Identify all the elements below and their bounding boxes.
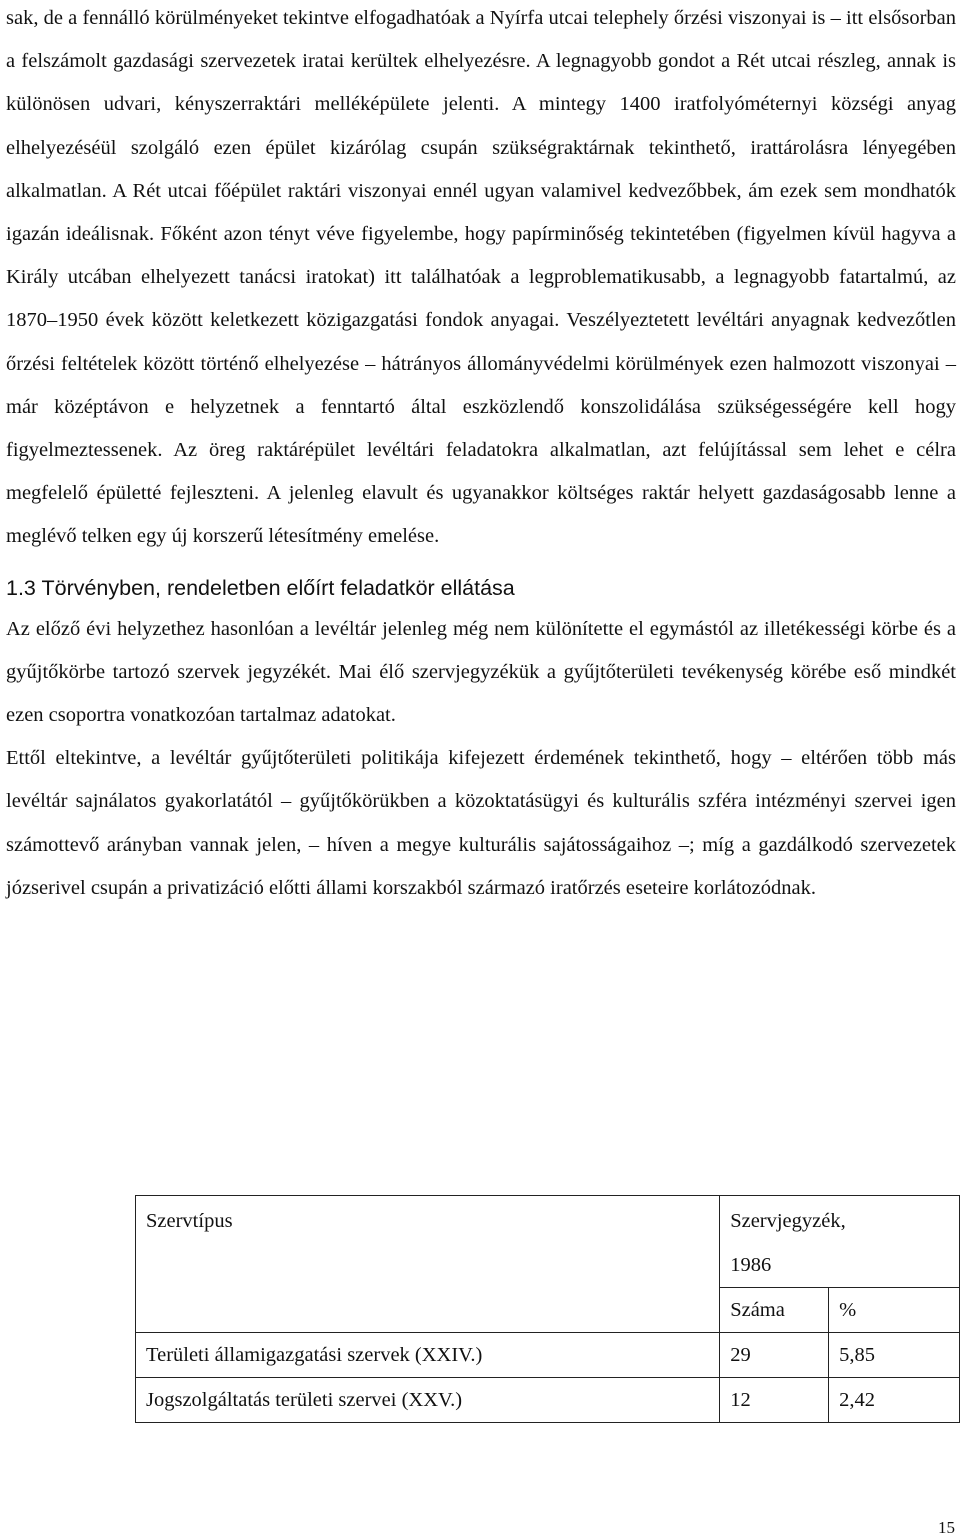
table-row <box>136 1333 960 1378</box>
body-paragraph: Ettől eltekintve, a levéltár gyűjtőterületi politikája kifejezett érdemének tekinthető, hogy – eltérően több más levéltár sajnálatos gyakorlatától – gyűjtőkörükben a közoktatásügyi és kulturális szféra intézményi szervei igen számottevő arányban vannak jelen, – híven a megye kulturális sajátosságaihoz –; míg a gazdálkodó szervezetek józserivel csupán a privatizáció előtti állami korszakból származó iratőrzés eseteire korlátozódnak. <box>6 747 956 899</box>
header-year-label: 1986 <box>730 1254 772 1276</box>
cell-type: Területi államigazgatási szervek (XXIV.) <box>136 1333 720 1378</box>
header-type-label: Szervtípus <box>146 1210 233 1232</box>
header-cell-percent <box>829 1288 960 1333</box>
cell-percent: 5,85 <box>829 1333 960 1378</box>
cell-count: 29 <box>720 1333 829 1378</box>
cell-type: Jogszolgáltatás területi szervei (XXV.) <box>136 1378 720 1423</box>
table-header-row <box>136 1196 960 1288</box>
page-number: 15 <box>938 1518 955 1537</box>
header-percent-label: % <box>839 1299 857 1321</box>
statistics-table <box>135 1195 960 1423</box>
header-cell-count <box>720 1288 829 1333</box>
body-paragraph: sak, de a fennálló körülményeket tekintve elfogadhatóak a Nyírfa utcai telephely őrzési viszonyai is – itt elsősorban a felszámolt gazdasági szervezetek iratai kerültek elhelyezésre. A legnagyobb gondot a Rét utcai részleg, annak is különösen udvari, kényszerraktári melléképülete jelenti. A mintegy 1400 iratfolyóméternyi községi anyag elhelyezéséül szolgáló ezen épület kizárólag csupán szükségraktárnak tekinthető, irattárolásra lényegében alkalmatlan. A Rét utcai főépület raktári viszonyai ennél ugyan valamivel kedvezőbbek, ám ezek sem mondhatók igazán ideálisnak. Főként azon tényt véve figyelembe, hogy papírminőség tekintetében (figyelmen kívül hagyva a Király utcában elhelyezett tanácsi iratokat) itt találhatóak a legproblematikusabb, a legnagyobb fatartalmú, az 1870–1950 évek között keletkezett közigazgatási fondok anyagai. Veszélyeztetett levéltári anyagnak kedvezőtlen őrzési feltételek között történő elhelyezése – hátrányos állományvédelmi körülmények ezen halmozott viszonyai – már középtávon e helyzetnek a fenntartó által eszközlendő konszolidálása szükségességére kell hogy figyelmeztessenek. Az öreg raktárépület levéltári feladatokra alkalmatlan, azt felújítással sem lehet e célra megfelelő épületté fejleszteni. A jelenleg elavult és ugyanakkor költséges raktár helyett gazdaságosabb lenne a meglévő telken egy új korszerű létesítmény emelése. <box>6 7 956 548</box>
body-paragraph: Az előző évi helyzethez hasonlóan a levéltár jelenleg még nem különítette el egymástól az illetékességi körbe és a gyűjtőkörbe tartozó szervek jegyzékét. Mai élő szervjegyzékük a gyűjtőterületi tevékenység körébe eső mindkét ezen csoportra vonatkozóan tartalmaz adatokat. <box>6 617 956 727</box>
cell-count: 12 <box>720 1378 829 1423</box>
document-page <box>6 0 956 910</box>
header-list-label: Szervjegyzék, <box>730 1210 846 1232</box>
table-row <box>136 1378 960 1423</box>
header-count-label: Száma <box>730 1299 785 1321</box>
section-heading: 1.3 Törvényben, rendeletben előírt feladatkör ellátása <box>6 575 515 600</box>
header-cell-type <box>136 1196 720 1333</box>
header-cell-list <box>720 1196 960 1288</box>
cell-percent: 2,42 <box>829 1378 960 1423</box>
